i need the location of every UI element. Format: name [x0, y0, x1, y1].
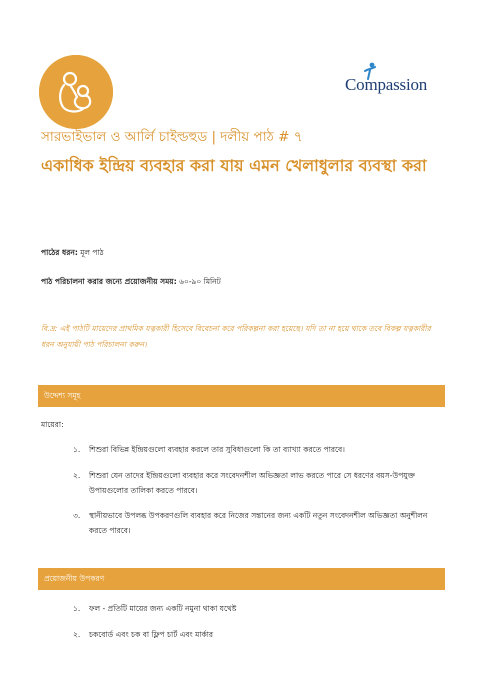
list-item — [41, 468, 441, 498]
list-item-text: শিশুরা বিভিন্ন ইন্দ্রিয়গুলো ব্যবহার করলে তার সুবিধাগুলো কি তা ব্যাখ্যা করতে পারবে। — [89, 445, 345, 454]
lesson-type-value: মূল পাঠ — [80, 248, 104, 257]
caregiver-note: বি.দ্র: এই পাঠটি মায়েদের প্রাথমিক যত্নকারী হিসেবে বিবেচনা করে পরিকল্পনা করা হয়েছে। যদি তা না হয়ে থাকে তবে বিকল্প যত্নকারীর ধরন অনুযায়ী পাঠ পরিচালনা করুন। — [41, 324, 431, 349]
list-item-text: চকবোর্ড এবং চক বা ফ্লিপ চার্ট এবং মার্কার — [89, 630, 214, 639]
list-item-text: শিশুরা যেন তাদের ইন্দ্রিয়গুলো ব্যবহার করে সংবেদনশীল অভিজ্ঞতা লাভ করতে পারে সে ধরণের বয়স-উপযুক্ত উপায়গুলোর তালিকা করতে পারবে। — [89, 471, 415, 495]
lesson-type-row — [41, 248, 104, 260]
mother-child-logo-icon — [39, 55, 113, 129]
materials-list — [41, 601, 441, 642]
lesson-type-label: পাঠের ধরন: — [41, 248, 78, 257]
lesson-time-label: পাঠ পরিচালনা করার জন্যে প্রয়োজনীয় সময়: — [41, 277, 177, 286]
objectives-list — [41, 442, 441, 538]
compassion-brand — [345, 62, 449, 102]
list-item-number: ১. — [73, 445, 81, 454]
list-item-text: ফল - প্রতিটি মায়ের জন্য একটি নমুনা থাকা যথেষ্ট — [89, 604, 237, 613]
list-item — [41, 601, 441, 616]
list-item — [41, 442, 441, 457]
list-item — [41, 627, 441, 642]
materials-heading: প্রয়োজনীয় উপকরণ — [38, 568, 445, 590]
series-title: সারভাইভাল ও আর্লি চাইল্ডহুড | দলীয় পাঠ # ৭ — [41, 129, 303, 145]
objectives-heading: উদ্দেশ্য সমূহ — [38, 385, 445, 407]
list-item-number: ৩. — [73, 511, 81, 520]
list-item-number: ২. — [73, 471, 81, 480]
objectives-intro: মায়েরা: — [41, 420, 64, 429]
list-item — [41, 508, 441, 538]
lesson-time-value: ৬০-৯০ মিনিট — [179, 277, 221, 286]
page-title: একাধিক ইন্দ্রিয় ব্যবহার করা যায় এমন খেলাধুলার ব্যবস্থা করা — [41, 156, 427, 175]
lesson-time-row — [41, 277, 221, 289]
list-item-text: স্থানীয়ভাবে উপলব্ধ উপকরণগুলি ব্যবহার করে নিজের সন্তানের জন্য একটি নতুন সংবেদনশীল অভিজ্ঞতা অনুশীলন করতে পারবে। — [89, 511, 428, 535]
list-item-number: ১. — [73, 604, 81, 613]
compassion-logo-text: Compassion — [345, 75, 428, 94]
list-item-number: ২. — [73, 630, 81, 639]
